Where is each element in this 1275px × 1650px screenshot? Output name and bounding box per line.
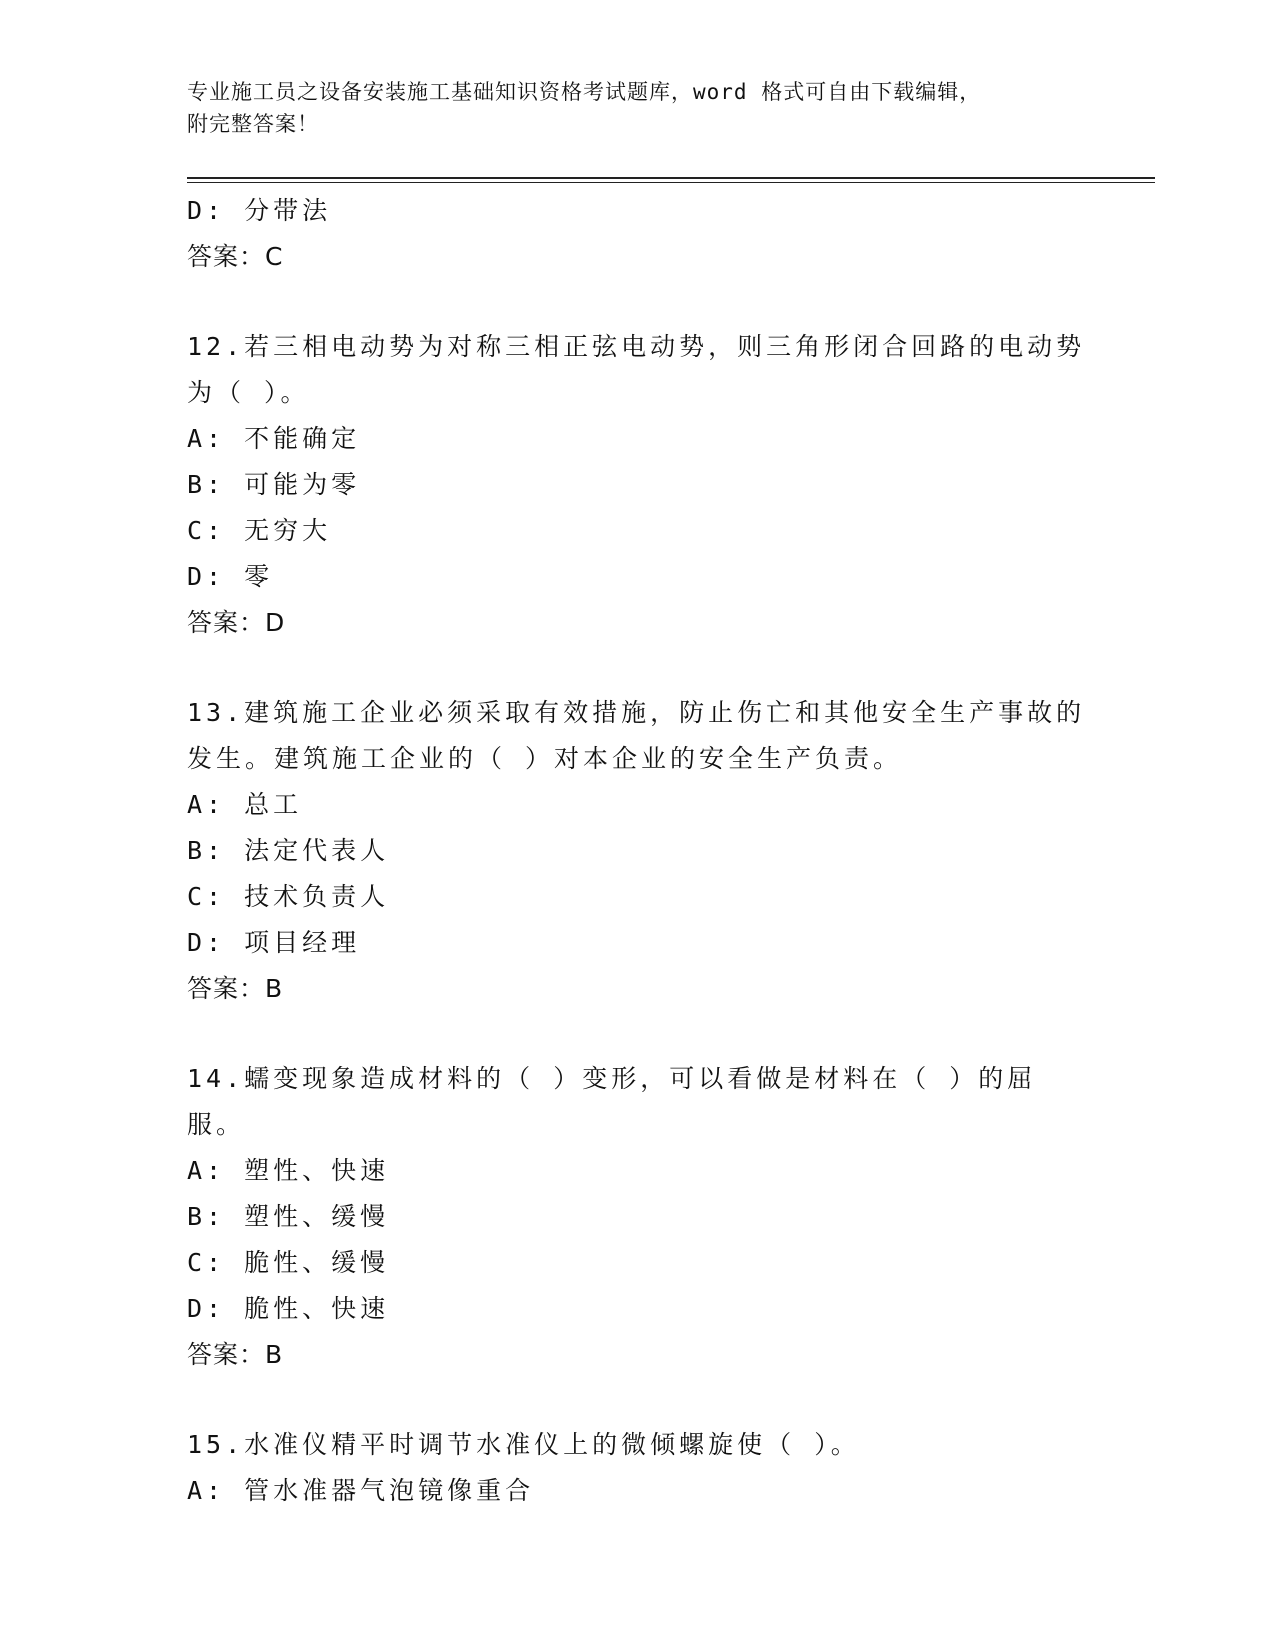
option-b: B: 法定代表人 [187, 836, 390, 865]
question-stem [187, 1056, 1087, 1148]
question-stem-line-2: 为（ ）。 [187, 378, 310, 407]
answer: 答案：C [187, 242, 284, 271]
option-c: C: 技术负责人 [187, 882, 390, 911]
question-12 [187, 324, 1087, 646]
document-body [187, 188, 1087, 1514]
option-b: B: 塑性、缓慢 [187, 1202, 390, 1231]
question-11-tail [187, 188, 1087, 280]
header-divider-thick [187, 177, 1155, 179]
header-line-2: 附完整答案！ [187, 112, 319, 136]
header-divider-thin [187, 182, 1155, 183]
question-stem-line-1: 13.建筑施工企业必须采取有效措施，防止伤亡和其他安全生产事故的 [187, 698, 1086, 727]
option-a: A: 不能确定 [187, 424, 361, 453]
option-a: A: 总工 [187, 790, 303, 819]
option-d: D: 脆性、快速 [187, 1294, 390, 1323]
question-stem-line-2: 发生。建筑施工企业的（ ）对本企业的安全生产负责。 [187, 744, 903, 773]
question-stem-line-1: 15.水准仪精平时调节水准仪上的微倾螺旋使（ ）。 [187, 1430, 860, 1459]
option-c: C: 脆性、缓慢 [187, 1248, 390, 1277]
question-stem-line-1: 14.蠕变现象造成材料的（ ）变形，可以看做是材料在（ ）的屈服。 [187, 1064, 1037, 1139]
question-15 [187, 1422, 1087, 1514]
answer: 答案：D [187, 608, 286, 637]
question-14 [187, 1056, 1087, 1378]
question-stem [187, 690, 1087, 782]
option-d: D: 分带法 [187, 196, 332, 225]
question-stem [187, 1422, 1087, 1468]
question-13 [187, 690, 1087, 1012]
option-a: A: 管水准器气泡镜像重合 [187, 1476, 535, 1505]
option-d: D: 项目经理 [187, 928, 361, 957]
answer: 答案：B [187, 974, 284, 1003]
question-stem-line-1: 12.若三相电动势为对称三相正弦电动势，则三角形闭合回路的电动势 [187, 332, 1086, 361]
option-a: A: 塑性、快速 [187, 1156, 390, 1185]
question-stem [187, 324, 1087, 416]
option-c: C: 无穷大 [187, 516, 332, 545]
answer: 答案：B [187, 1340, 284, 1369]
option-b: B: 可能为零 [187, 470, 361, 499]
option-d: D: 零 [187, 562, 274, 591]
header-line-1: 专业施工员之设备安装施工基础知识资格考试题库，word 格式可自由下载编辑， [187, 80, 982, 104]
document-header [187, 76, 1067, 140]
